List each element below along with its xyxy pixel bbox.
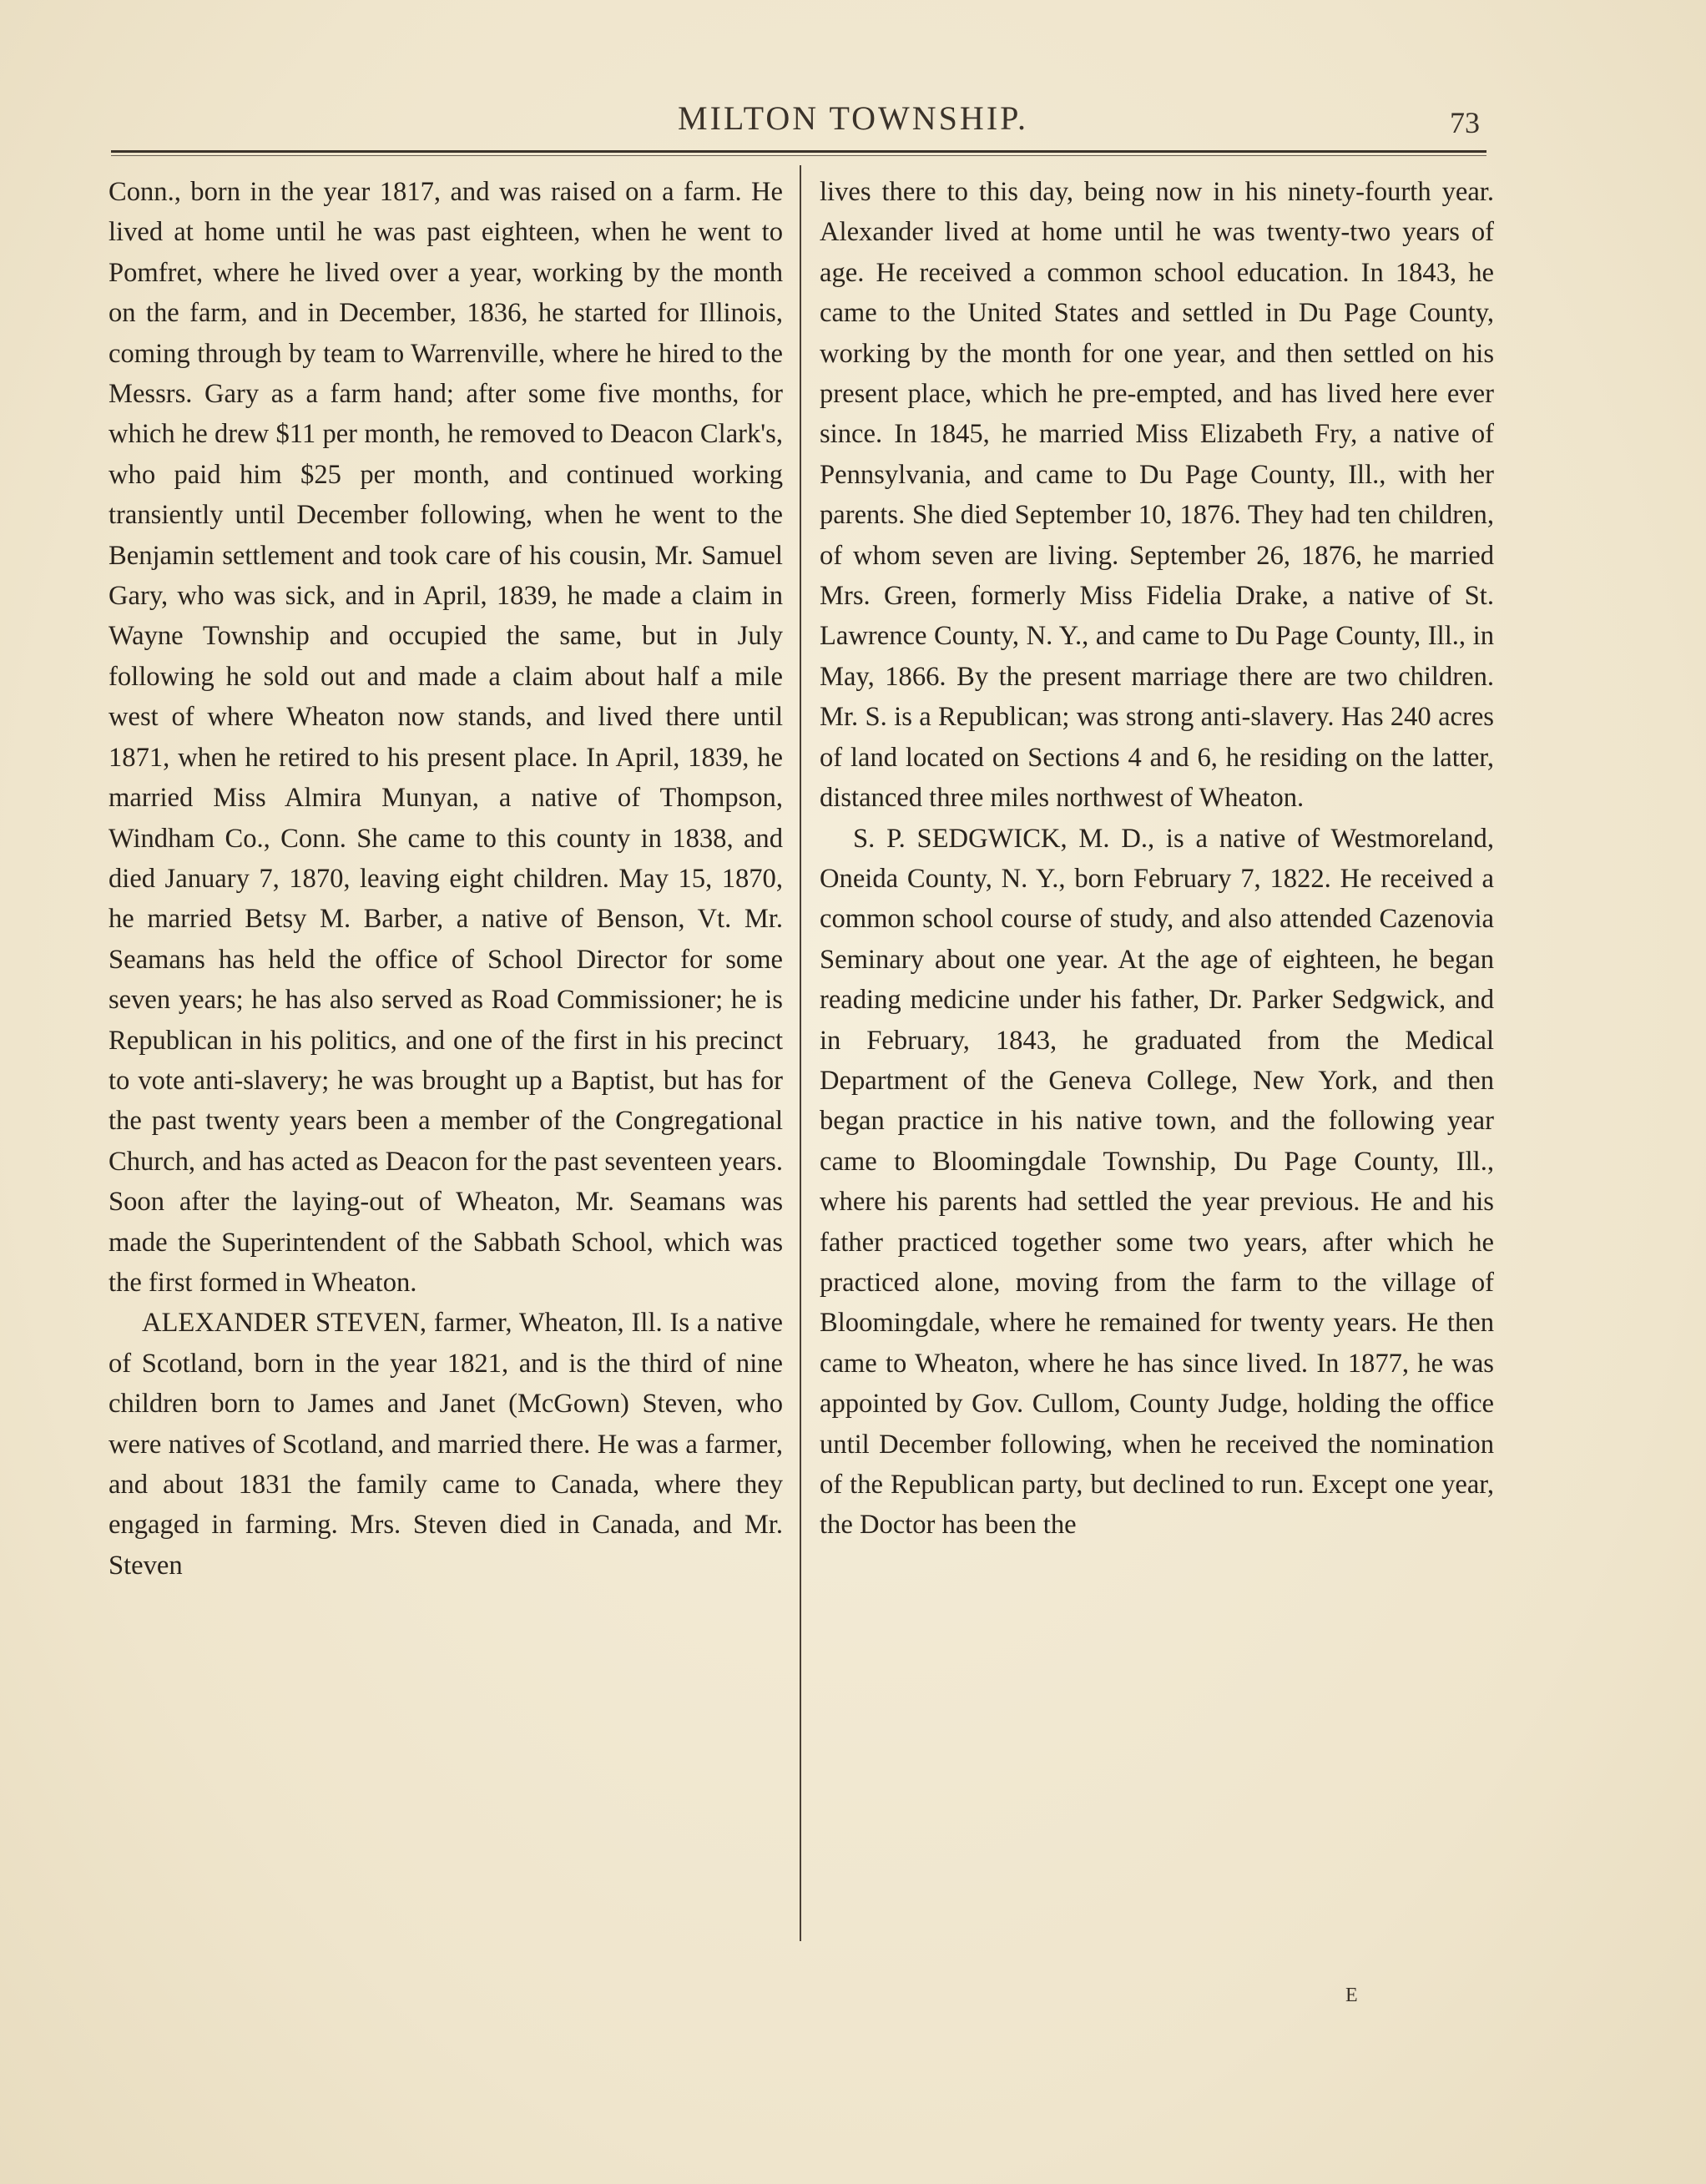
paragraph-sedgwick: S. P. SEDGWICK, M. D., is a native of Westmoreland, Oneida County, N. Y., born February 7, 1822. He received a common school course of study, and also attended Cazenovia Seminary about one year. At the age of eighteen, he began reading medicine under his father, Dr. Parker Sedgwick, and in February, 1843, he graduated from the Medical Department of the Geneva College, New York, and then began practice in his native town, and the following year came to Bloomingdale Township, Du Page County, Ill., where his parents had settled the year previous. He and his father practiced together some two years, after which he practiced alone, moving from the farm to the village of Bloomingdale, where he remained for twenty years. He then came to Wheaton, where he has since lived. In 1877, he was appointed by Gov. Cullom, County Judge, holding the office until December following, when he received the nomination of the Republican party, but declined to run. Except one year, the Doctor has been the (820, 823, 1494, 1541)
header-rule-thin (111, 155, 1486, 156)
paragraph-seamans-continued: Conn., born in the year 1817, and was raised on a farm. He lived at home until he was past eighteen, when he went to Pomfret, where he lived over a year, working by the month on the farm, and in December, 1836, he started for Illinois, coming through by team to Warrenville, where he hired to the Messrs. Gary as a farm hand; after some five months, for which he drew $11 per month, he removed to Deacon Clark's, who paid him $25 per month, and continued working transiently until December following, when he went to the Benjamin settlement and took care of his cousin, Mr. Samuel Gary, who was sick, and in April, 1839, he made a claim in Wayne Township and occupied the same, but in July following he sold out and made a claim about half a mile west of where Wheaton now stands, and lived there until 1871, when he retired to his present place. In April, 1839, he married Miss Almira Munyan, a native of Thompson, Windham Co., Conn. She came to this county in 1838, and died January 7, 1870, leaving eight children. May 15, 1870, he married Betsy M. Barber, a native of Benson, Vt. Mr. Seamans has held the office of School Director for some seven years; he has also served as Road Commissioner; he is Republican in his politics, and one of the first in his precinct to vote anti-slavery; he was brought up a Baptist, but has for the past twenty years been a member of the Congregational Church, and has acted as Deacon for the past seventeen years. Soon after the laying-out of Wheaton, Mr. Seamans was made the Superintendent of the Sabbath School, which was the first formed in Wheaton. (109, 177, 783, 1298)
right-column (820, 172, 1494, 1546)
left-column (109, 172, 783, 1586)
column-divider (800, 165, 801, 1941)
signature-mark: E (1345, 1985, 1358, 2006)
page-number: 73 (1450, 106, 1480, 139)
paragraph-steven-continued: lives there to this day, being now in his ninety-fourth year. Alexander lived at home until he was twenty-two years of age. He received a common school education. In 1843, he came to the United States and settled in Du Page County, working by the month for one year, and then settled on his present place, which he pre-empted, and has lived here ever since. In 1845, he married Miss Elizabeth Fry, a native of Pennsylvania, and came to Du Page County, Ill., with her parents. She died September 10, 1876. They had ten children, of whom seven are living. September 26, 1876, he married Mrs. Green, formerly Miss Fidelia Drake, a native of St. Lawrence County, N. Y., and came to Du Page County, Ill., in May, 1866. By the present marriage there are two children. Mr. S. is a Republican; was strong anti-slavery. Has 240 acres of land located on Sections 4 and 6, he residing on the latter, distanced three miles northwest of Wheaton. (820, 177, 1494, 814)
header-rule (111, 150, 1486, 153)
running-head: MILTON TOWNSHIP. (678, 99, 1028, 137)
paragraph-alexander-steven: ALEXANDER STEVEN, farmer, Wheaton, Ill. Is a native of Scotland, born in the year 1821, and is the third of nine children born to James and Janet (McGown) Steven, who were natives of Scotland, and married there. He was a farmer, and about 1831 the family came to Canada, where they engaged in farming. Mrs. Steven died in Canada, and Mr. Steven (109, 1308, 783, 1581)
